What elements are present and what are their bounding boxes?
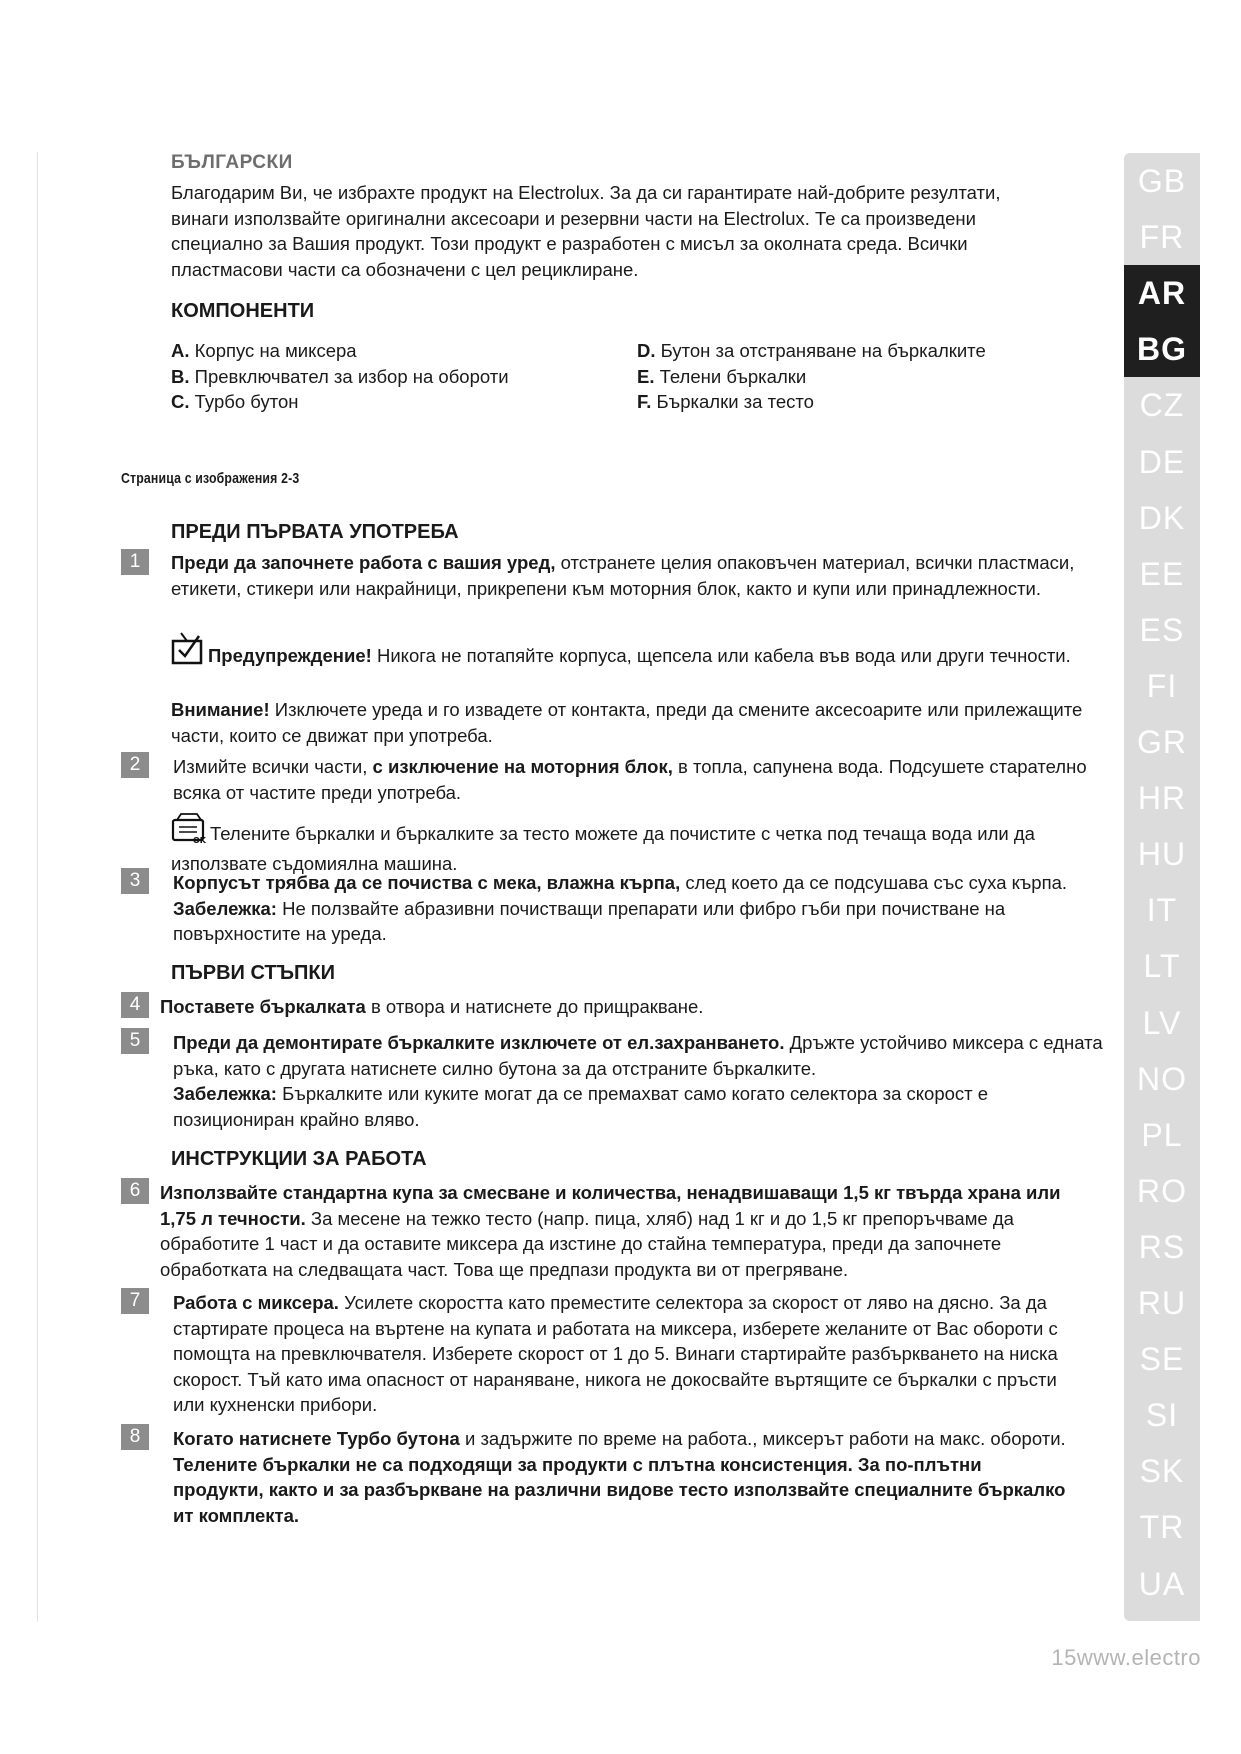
step-number-8: 8 (121, 1424, 149, 1450)
component-item: A. Корпус на миксера (171, 340, 357, 361)
language-tab-lt[interactable]: LT (1143, 948, 1181, 985)
language-tabs (1124, 153, 1200, 1621)
language-tab-dk[interactable]: DK (1138, 499, 1186, 536)
step-number-7: 7 (121, 1288, 149, 1314)
dishwasher-safe-icon (171, 812, 207, 851)
section-title-before-first-use: ПРЕДИ ПЪРВАТА УПОТРЕБА (171, 521, 459, 543)
language-tab-pl[interactable]: PL (1141, 1116, 1183, 1153)
language-tab-ro[interactable]: RO (1137, 1172, 1187, 1209)
component-item: D. Бутон за отстраняване на бъркалките (637, 340, 986, 361)
language-tab-it[interactable]: IT (1146, 892, 1178, 929)
language-tab-cz[interactable]: CZ (1139, 387, 1185, 424)
component-item: C. Турбо бутон (171, 391, 299, 412)
caution-text: Внимание! Изключете уреда и го извадете от контакта, преди да смените аксесоарите или прилежащите части, които се движат при употреба. (171, 699, 1083, 746)
language-tab-ee[interactable]: EE (1139, 555, 1185, 592)
step-number-3: 3 (121, 868, 149, 894)
language-tab-no[interactable]: NO (1137, 1060, 1187, 1097)
step-1-text: Преди да започнете работа с вашия уред, отстранете целия опаковъчен материал, всички пластмаси, етикети, стикери или накрайници, прикрепени към моторния блок, както и купи или принадлежности. (171, 552, 1075, 599)
component-item: B. Превключвател за избор на обороти (171, 365, 509, 387)
language-tab-ar[interactable]: AR (1124, 265, 1200, 321)
image-pages-reference: Страница с изображения 2-3 (121, 470, 300, 487)
language-tab-es[interactable]: ES (1139, 611, 1185, 648)
page-footer: 15www.electro (1051, 1645, 1201, 1670)
components-right-column (637, 338, 1057, 415)
warning-text: Предупреждение! Никога не потапяйте корпуса, щепсела или кабела във вода или други течности. (171, 632, 1101, 673)
section-title-operating: ИНСТРУКЦИИ ЗА РАБОТА (171, 1148, 427, 1170)
language-tab-fr[interactable]: FR (1139, 219, 1185, 256)
step-number-1: 1 (121, 549, 149, 575)
svg-text:OK: OK (193, 836, 206, 844)
components-title: КОМПОНЕНТИ (171, 300, 315, 322)
language-tab-rs[interactable]: RS (1138, 1228, 1186, 1265)
step-7-text: Работа с миксера. Усилете скоростта като преместите селектора за скорост от ляво на дясно. За да стартирате процеса на въртене на купата и работата на миксера, изберете желаните от Вас обороти с помощта на превключвателя. Изберете скорост от 1 до 5. Винаги стартирайте разбъркването на ниска скорост. Тъй като има опасност от нараняване, никога не докосвайте въртящите се бъркалки с пръсти или кухненски прибори. (173, 1292, 1058, 1415)
language-tab-sk[interactable]: SK (1139, 1453, 1185, 1490)
language-tab-ru[interactable]: RU (1137, 1285, 1187, 1321)
language-tab-fi[interactable]: FI (1146, 667, 1178, 704)
dishwasher-note: OK Телените бъркалки и бъркалките за тесто можете да почистите с четка под течаща вода или да използвате съдомиялна машина. (171, 812, 1101, 876)
step-2-text: Измийте всички части, с изключение на моторния блок, в топла, сапунена вода. Подсушете старателно всяка от частите преди употреба. (173, 756, 1087, 803)
step-number-4: 4 (121, 992, 149, 1018)
no-immersion-warning-icon (171, 632, 205, 673)
language-tab-lv[interactable]: LV (1142, 1004, 1182, 1041)
step-6-text: Използвайте стандартна купа за смесване и количества, ненадвишаващи 1,5 кг твърда храна или 1,75 л течности. За месене на тежко тесто (напр. пица, хляб) над 1 кг и до 1,5 кг препоръчваме да обработите 1 част и да оставите миксера да изстине до стайна температура, преди да започнете обработката на следващата част. Това ще предпази продукта ви от прегряване. (160, 1182, 1061, 1280)
language-tab-de[interactable]: DE (1138, 443, 1186, 480)
language-tab-hu[interactable]: HU (1137, 836, 1187, 873)
step-number-6: 6 (121, 1178, 149, 1204)
step-5-text: Преди да демонтирате бъркалките изключете от ел.захранването. Дръжте устойчиво миксера с едната ръка, като с другата натиснете силно бутона за да отстраните бъркалките. Забележка: Бъркалките или куките могат да се премахват само когато селектора за скорост е позициониран крайно вляво. (173, 1032, 1103, 1130)
language-tab-gb[interactable]: GB (1137, 163, 1187, 199)
language-heading: БЪЛГАРСКИ (171, 152, 293, 173)
language-tab-ua[interactable]: UA (1138, 1565, 1186, 1602)
step-number-2: 2 (121, 752, 149, 778)
component-item: F. Бъркалки за тесто (637, 391, 814, 412)
language-tab-tr[interactable]: TR (1139, 1509, 1185, 1546)
step-8-text: Когато натиснете Турбо бутона и задържите по време на работа., миксерът работи на макс. обороти. Телените бъркалки не са подходящи за продукти с плътна консистенция. За по-плътни продукти, както и за разбъркване на различни видове тесто използвайте специалните бъркалко ит комплекта. (173, 1428, 1066, 1526)
section-title-first-steps: ПЪРВИ СТЪПКИ (171, 962, 335, 984)
left-margin-rule (37, 152, 38, 1622)
step-4-text: Поставете бъркалката в отвора и натиснете до прищракване. (160, 996, 704, 1017)
intro-paragraph: Благодарим Ви, че избрахте продукт на Electrolux. За да си гарантирате най-добрите резултати, винаги използвайте оригинални аксесоари и резервни части на Electrolux. Те са произведени специално за Вашия продукт. Този продукт е разработен с мисъл за околната среда. Всички пластмасови части са обозначени с цел рециклиране. (171, 182, 1001, 280)
language-tab-bg[interactable]: BG (1124, 321, 1200, 377)
step-3-text: Корпусът трябва да се почиства с мека, влажна кърпа, след което да се подсушава със суха кърпа. Забележка: Не ползвайте абразивни почистващи препарати или фибро гъби при почистване на повърхностите на уреда. (173, 872, 1068, 944)
language-tab-hr[interactable]: HR (1137, 780, 1187, 817)
language-tab-si[interactable]: SI (1145, 1397, 1179, 1434)
components-left-column (171, 338, 621, 415)
step-number-5: 5 (121, 1028, 149, 1054)
language-tab-gr[interactable]: GR (1137, 724, 1187, 760)
language-tab-se[interactable]: SE (1139, 1341, 1185, 1378)
component-item: E. Телени бъркалки (637, 365, 807, 387)
